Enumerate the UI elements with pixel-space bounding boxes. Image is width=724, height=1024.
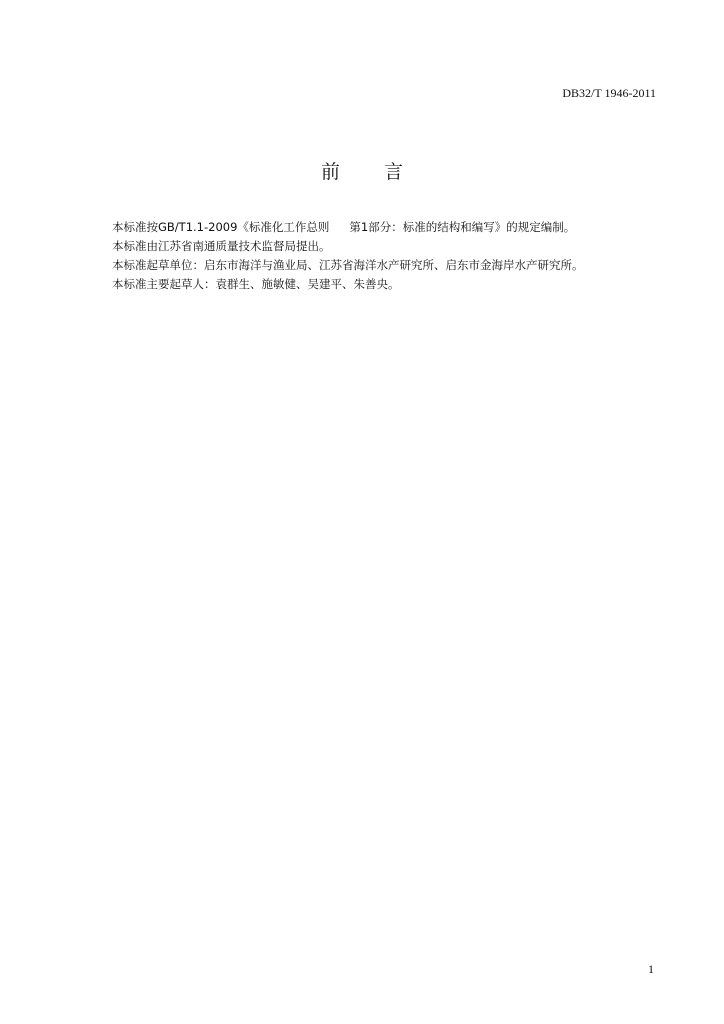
- paragraph-compilation-basis-part-2: 第1部分：标准的结构和编写》的规定编制。: [349, 220, 576, 234]
- foreword-body: [112, 218, 672, 294]
- paragraph-drafting-units: 本标准起草单位：启东市海洋与渔业局、江苏省海洋水产研究所、启东市金海岸水产研究所。: [112, 258, 584, 272]
- page-title: [0, 157, 724, 184]
- paragraph-drafters: 本标准主要起草人：袁群生、施敏健、吴建平、朱善央。: [112, 277, 400, 291]
- paragraph-compilation-basis-part-1: 本标准按GB/T1.1-2009《标准化工作总则: [112, 220, 330, 234]
- standard-code: DB32/T 1946-2011: [562, 86, 656, 100]
- title-part-2: 言: [384, 161, 404, 183]
- paragraph-proposer: 本标准由江苏省南通质量技术监督局提出。: [112, 239, 331, 253]
- title-part-1: 前: [320, 161, 340, 183]
- page-number: 1: [648, 962, 654, 976]
- paragraph-compilation-basis: [112, 218, 672, 237]
